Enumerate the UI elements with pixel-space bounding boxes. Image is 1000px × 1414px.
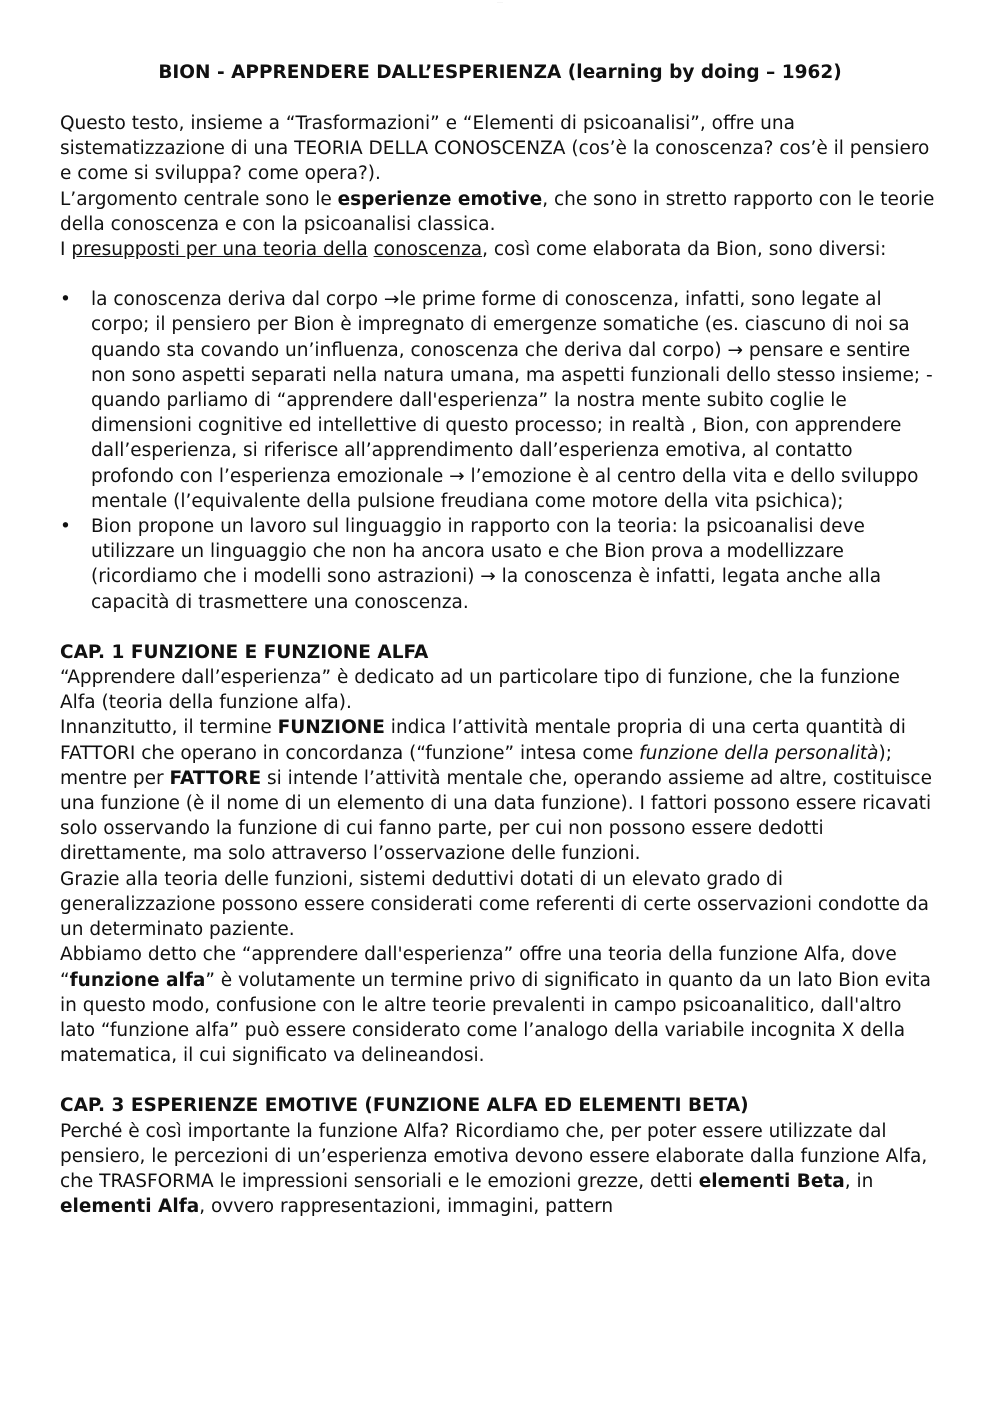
intro-p2-bold: esperienze emotive	[337, 188, 543, 210]
cap3-p1-text-a: Perché è così importante la funzione Alfa? Ricordiamo che, per poter essere utilizzate dal pensiero, le percezioni di un’esperienza emotiva devono essere elaborate dalla funzione Alfa, che TRASFORMA le impressioni sensoriali e le emozioni grezze, detti	[60, 1120, 928, 1192]
cap1-paragraph-4	[60, 942, 940, 1068]
document-body	[60, 60, 940, 1219]
intro-p3-text-a: I	[60, 239, 72, 261]
intro-paragraph-3	[60, 237, 940, 262]
cap1-p2-bold-fattore: FATTORE	[169, 767, 262, 789]
cap1-p2-text-a: Innanzitutto, il termine	[60, 717, 278, 739]
cap1-p4-text-b: ” è volutamente un termine privo di significato in quanto da un lato Bion evita in questo modo, confusione con le altre teorie prevalenti in campo psicoanalitico, dall'altro lato “funzione alfa” può essere considerato come l’analogo della variabile incognita X della matematica, il cui significato va delineandosi.	[60, 969, 931, 1067]
cap1-paragraph-1: “Apprendere dall’esperienza” è dedicato ad un particolare tipo di funzione, che la funzione Alfa (teoria della funzione alfa).	[60, 667, 900, 714]
list-item-text: la conoscenza deriva dal corpo →le prime forme di conoscenza, infatti, sono legate al corpo; il pensiero per Bion è impregnato di emergenze somatiche (es. ciascuno di noi sa quando sta covando un’influenza, conoscenza che deriva dal corpo) → pensare e sentire non sono aspetti separati nella natura umana, ma aspetti funzionali dello stesso insieme; - quando parliamo di “apprendere dall'esperienza” la nostra mente subito coglie le dimensioni cognitive ed intellettive di questo processo; in realtà , Bion, con apprendere dall’esperienza, si riferisce all’apprendimento dall’esperienza emotiva, al contatto profondo con l’esperienza emozionale → l’emozione è al centro della vita e dello sviluppo mentale (l’equivalente della pulsione freudiana come motore della vita psichica);	[91, 289, 933, 512]
list-item	[60, 514, 940, 615]
cap3-heading: CAP. 3 ESPERIENZE EMOTIVE (FUNZIONE ALFA ED ELEMENTI BETA)	[60, 1095, 749, 1117]
cap1-paragraph-2	[60, 715, 940, 866]
bullet-marker: •	[60, 516, 71, 538]
intro-paragraph-1: Questo testo, insieme a “Trasformazioni” e “Elementi di psicoanalisi”, offre una sistematizzazione di una TEORIA DELLA CONOSCENZA (cos’è la conoscenza? cos’è il pensiero e come si sviluppa? come opera?).	[60, 113, 930, 185]
cap3-p1-bold-beta: elementi Beta	[698, 1170, 845, 1192]
intro-p2-text-b: , che sono in stretto rapporto con le teorie della conoscenza e con la psicoanalisi classica.	[60, 188, 935, 235]
bullet-marker: •	[60, 289, 71, 311]
cap1-p2-italic: funzione della personalità	[639, 742, 879, 764]
cap3-paragraph-1	[60, 1119, 940, 1220]
cap3-p1-text-c: , ovvero rappresentazioni, immagini, pattern	[199, 1196, 614, 1218]
cap1-paragraph-3: Grazie alla teoria delle funzioni, sistemi deduttivi dotati di un elevato grado di generalizzazione possono essere considerati come referenti di certe osservazioni condotte da un determinato paziente.	[60, 868, 929, 941]
cap1-p2-text-d: si intende l’attività mentale che, operando assieme ad altre, costituisce una funzione (è il nome di un elemento di una data funzione). I fattori possono essere ricavati solo osservando la funzione di cui fanno parte, per cui non possono essere dedotti direttamente, ma solo attraverso l’osservazione delle funzioni.	[60, 767, 932, 865]
intro-p3-text-b: , così come elaborata da Bion, sono diversi:	[482, 239, 887, 261]
intro-p2-text-a: L’argomento centrale sono le	[60, 188, 338, 210]
cap3-p1-text-b: , in	[844, 1170, 874, 1192]
cap3-p1-bold-alfa: elementi Alfa	[60, 1196, 200, 1218]
list-item-text: Bion propone un lavoro sul linguaggio in rapporto con la teoria: la psicoanalisi deve utilizzare un linguaggio che non ha ancora usato e che Bion prova a modellizzare (ricordiamo che i modelli sono astrazioni) → la conoscenza è infatti, legata anche alla capacità di trasmettere una conoscenza.	[91, 516, 882, 613]
intro-p3-underline-2: conoscenza	[373, 239, 483, 261]
bullet-list	[60, 287, 940, 615]
cap1-heading: CAP. 1 FUNZIONE E FUNZIONE ALFA	[60, 641, 429, 663]
cap1-p4-bold: funzione alfa	[69, 969, 206, 991]
header-mark: ······	[497, 0, 503, 4]
cap1-p2-bold-funzione: FUNZIONE	[277, 717, 385, 739]
intro-paragraph-2	[60, 187, 940, 237]
document-title: BION - APPRENDERE DALL’ESPERIENZA (learning by doing – 1962)	[158, 62, 842, 83]
cap1-p2-text-c: ); mentre per	[60, 742, 892, 789]
intro-p3-underline-1: presupposti per una teoria della	[71, 239, 368, 261]
cap1-p2-text-b: indica l’attività mentale propria di una certa quantità di FATTORI che operano in concordanza (“funzione” intesa come	[60, 717, 906, 764]
cap1-p4-text-a: Abbiamo detto che “apprendere dall'esperienza” offre una teoria della funzione Alfa, dove “	[60, 944, 897, 991]
list-item	[60, 287, 940, 514]
spacer	[60, 262, 940, 287]
